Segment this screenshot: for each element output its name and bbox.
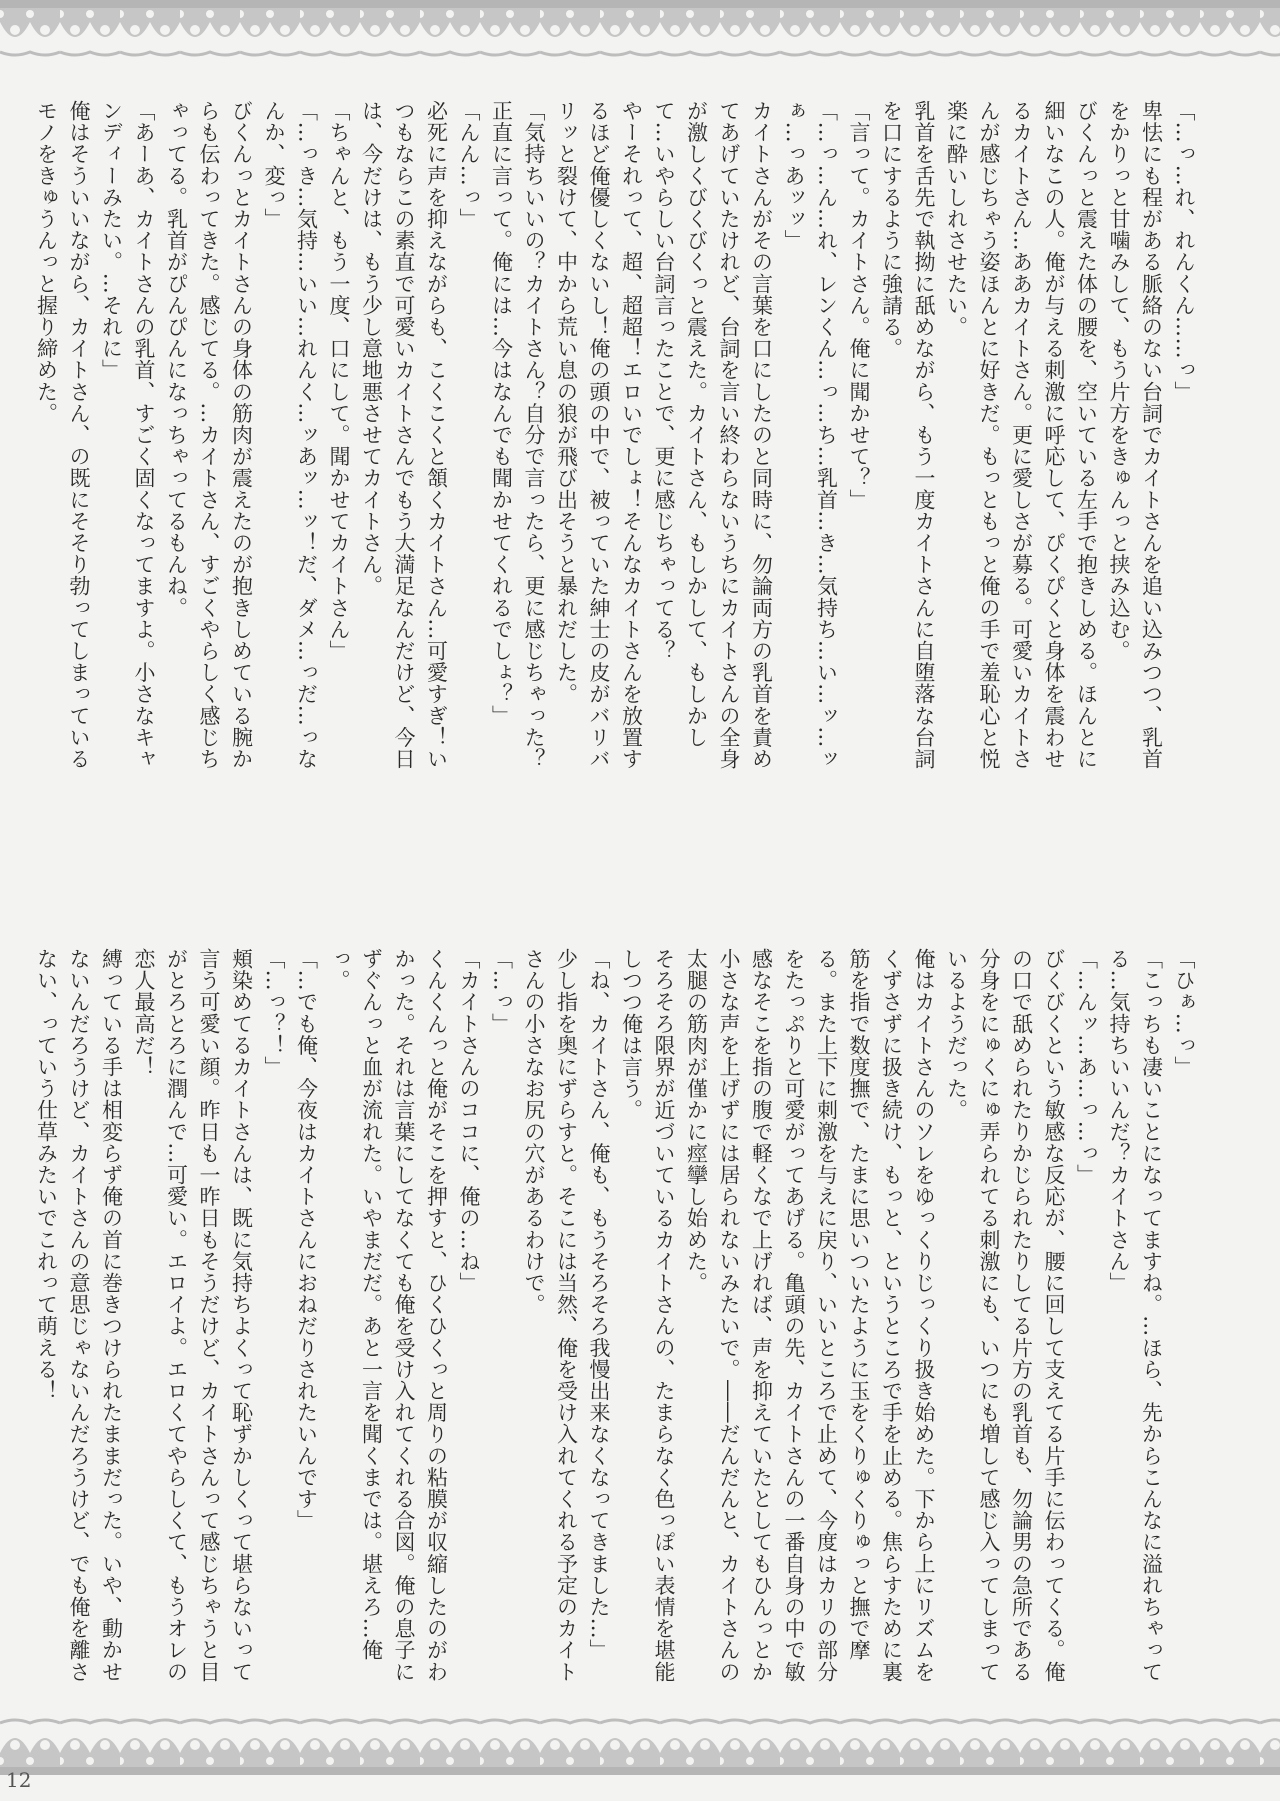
paragraph: 卑怯にも程がある脈絡のない台詞でカイトさんを追い込みつつ、乳首をかりっと甘噛みして、もう片方をきゅんっと挟み込む。 bbox=[1107, 100, 1164, 770]
paragraph: 「んん…っ」 bbox=[457, 100, 481, 230]
paragraph: 俺はそういいながら、カイトさん、の既にそそり勃ってしまっているモノをきゅうんっと握り締めた。 bbox=[34, 100, 91, 770]
top-lace-pattern bbox=[0, 0, 1280, 60]
paragraph: 「…っ」 bbox=[489, 948, 514, 1035]
paragraph: 「…でも俺、今夜はカイトさんにおねだりされたいんです」 bbox=[294, 948, 319, 1532]
bottom-lace-pattern bbox=[0, 1715, 1280, 1775]
paragraph: 「…っ…れ、れんくん……っ」 bbox=[1172, 100, 1196, 403]
paragraph: カイトさんがその言葉を口にしたのと同時に、勿論両方の乳首を責めてあげていたけれど、台詞を言い終わらないうちにカイトさんの全身が激しくびくびくっと震えた。カイトさん、もしかして、もしかして…いやらしい台詞言ったことで、更に感じちゃってる？ bbox=[652, 100, 774, 770]
story-text-bottom bbox=[34, 948, 1200, 1700]
paragraph: そろそろ限界が近づいているカイトさんの、たまらなく色っぽい表情を堪能しつつ俺は言う。 bbox=[619, 948, 676, 1683]
paragraph: 「ちゃんと、もう一度、口にして。聞かせてカイトさん」 bbox=[327, 100, 351, 662]
paragraph: 「ひぁ…っ」 bbox=[1172, 948, 1196, 1078]
paragraph: 「あーあ、カイトさんの乳首、すごく固くなってますよ。小さなキャンディーみたい。…それに」 bbox=[99, 100, 156, 770]
page-number: 12 bbox=[6, 1768, 32, 1792]
bottom-lace-border bbox=[0, 1715, 1280, 1775]
paragraph: 「言って。カイトさん。俺に聞かせて？」 bbox=[847, 100, 871, 511]
story-text-top bbox=[34, 100, 1200, 790]
paragraph: 「気持ちいいの？カイトさん？自分で言ったら、更に感じちゃった？正直に言って。俺には…今はなんでも聞かせてくれるでしょ？」 bbox=[489, 100, 546, 770]
paragraph: 乳首を舌先で執拗に舐めながら、もう一度カイトさんに自堕落な台詞を口にするように強請る。 bbox=[879, 100, 936, 770]
paragraph: 「…んッ…あ…っ…っ」 bbox=[1074, 948, 1099, 1186]
paragraph: やーそれって、超、超超！エロいでしょ！そんなカイトさんを放置するほど俺優しくないし！俺の頭の中で、被っていた紳士の皮がバリバリッと裂けて、中から荒い息の狼が飛び出そうと暴れだした。 bbox=[554, 100, 644, 770]
paragraph: 必死に声を抑えながらも、こくこくと頷くカイトさん…可愛すぎ！いつもならこの素直で可愛いカイトさんでもう大満足なんだけど、今日は、今だけは、もう少し意地悪させてカイトさん。 bbox=[359, 100, 449, 770]
paragraph: 「こっちも凄いことになってますね。…ほら、先からこんなに溢れちゃってる…気持ちいいんだ？カイトさん」 bbox=[1107, 948, 1164, 1683]
top-lace-border bbox=[0, 0, 1280, 60]
paragraph: 頬染めてるカイトさんは、既に気持ちよくって恥ずかしくって堪らないって言う可愛い顔。昨日も一昨日もそうだけど、カイトさんって感じちゃうと目がとろとろに潤んで…可愛い。エロイよ。エロくてやらしくて、もうオレの恋人最高だ！ bbox=[132, 948, 254, 1683]
paragraph: 「…っ？！」 bbox=[262, 948, 286, 1078]
paragraph: くんくんっと俺がそこを押すと、ひくひくっと周りの粘膜が収縮したのがわかった。それは言葉にしてなくても俺を受け入れてくれる合図。俺の息子にずぐんっと血が流れた。いやまだだ。あと一言を聞くまでは。堪えろ…俺っ。 bbox=[327, 948, 449, 1683]
paragraph: 縛っている手は相変らず俺の首に巻きつけられたままだった。いや、動かせないんだろうけど、カイトさんの意思じゃないんだろうけど、でも俺を離さない、っていう仕草みたいでこれって萌える！ bbox=[34, 948, 124, 1683]
paragraph: びくんっと震えた体の腰を、空いている左手で抱きしめる。ほんとに細いなこの人。俺が与える刺激に呼応して、ぴくぴくと身体を震わせるカイトさん…ああカイトさん。更に愛しさが募る。可愛いカイトさんが感じちゃう姿ほんとに好きだ。もっともっと俺の手で羞恥心と悦楽に酔いしれさせたい。 bbox=[944, 100, 1099, 770]
paragraph: びくびくという敏感な反応が、腰に回して支えてる片手に伝わってくる。俺の口で舐められたりかじられたりしてる片方の乳首も、勿論男の急所である分身をにゅくにゅ弄られてる刺激にも、いつにも増して感じ入ってしまっているようだった。 bbox=[944, 948, 1066, 1683]
paragraph: 「ね、カイトさん、俺も、もうそろそろ我慢出来なくなってきました…」 bbox=[587, 948, 611, 1661]
paragraph: 「…っ…ん…れ、レンくん…っ…ち…乳首…き…気持ち…い…ッ…ッぁ…っあッッ」 bbox=[782, 100, 839, 770]
paragraph: びくんっとカイトさんの身体の筋肉が震えたのが抱きしめている腕からも伝わってきた。感じてる。…カイトさん、すごくやらしく感じちゃってる。乳首がぴんぴんになっちゃってるもんね。 bbox=[164, 100, 254, 770]
paragraph: 「…っき…気持…いい…れんく…ッあッ…ッ！だ、ダメ…っだ…っなんか、変っ」 bbox=[262, 100, 319, 770]
paragraph: 少し指を奥にずらすと。そこには当然、俺を受け入れてくれる予定のカイトさんの小さなお尻の穴があるわけで。 bbox=[522, 948, 579, 1683]
paragraph: 俺はカイトさんのソレをゆっくりじっくり扱き始めた。下から上にリズムをくずさずに扱き続け、もっと、というところで手を止める。焦らすために裏筋を指で数度撫で、たまに思いついたように玉をくりゅくりゅっと撫で摩る。また上下に刺激を与えに戻り、いいところで止めて、今度はカリの部分をたっぷりと可愛がってあげる。亀頭の先、カイトさんの一番自身の中で敏感なそこを指の腹で軽くなで上げれば、声を抑えていたとしてもひんっとか小さな声を上げずには居られないみたいで。――だんだんと、カイトさんの太腿の筋肉が僅かに痙攣し始めた。 bbox=[684, 948, 936, 1683]
paragraph: 「カイトさんのココに、俺の…ね」 bbox=[457, 948, 481, 1294]
